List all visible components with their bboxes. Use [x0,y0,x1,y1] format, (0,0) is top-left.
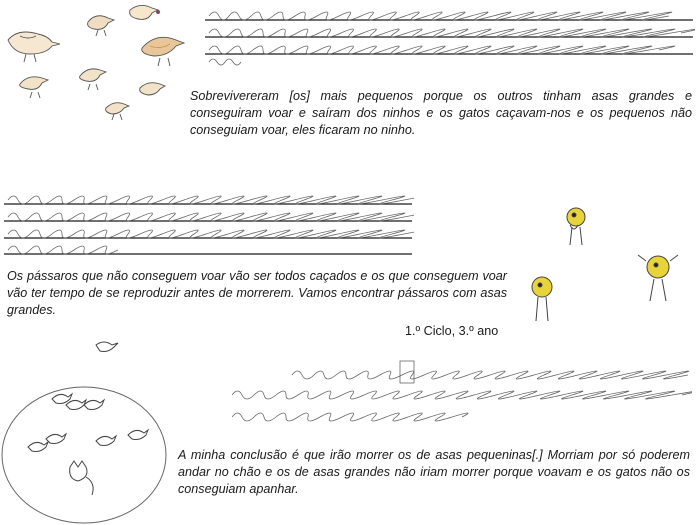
caption-text: Os pássaros que não conseguem voar vão ser todos caçados e os que conseguem voar vão ter tempo de se reproduzir antes de morrerem. Vamos encontrar pássaros com asas grandes. [7,269,507,317]
bird-drawing-2 [520,195,695,335]
bird-drawing-1 [0,0,190,130]
handwriting-sample-2 [4,188,414,256]
caption-text: A minha conclusão é que irão morrer os de asas pequeninas[.] Morriam por só poderem andar no chão e os de asas grandes não iriam morrer porque voavam e os gatos não os conseguiam apanhar. [178,448,690,496]
handwriting-sample-3 [232,355,692,435]
grade-label: 1.º Ciclo, 3.º ano [405,324,499,338]
caption-text: Sobrevivereram [os] mais pequenos porque os outros tinham asas grandes e conseguiram voar e saíram dos ninhos e os gatos caçavam-nos e os pequenos não conseguiam voar, eles ficaram no ninho. [190,89,692,137]
bird-drawing-3 [0,335,175,525]
handwriting-sample-1 [205,4,695,66]
